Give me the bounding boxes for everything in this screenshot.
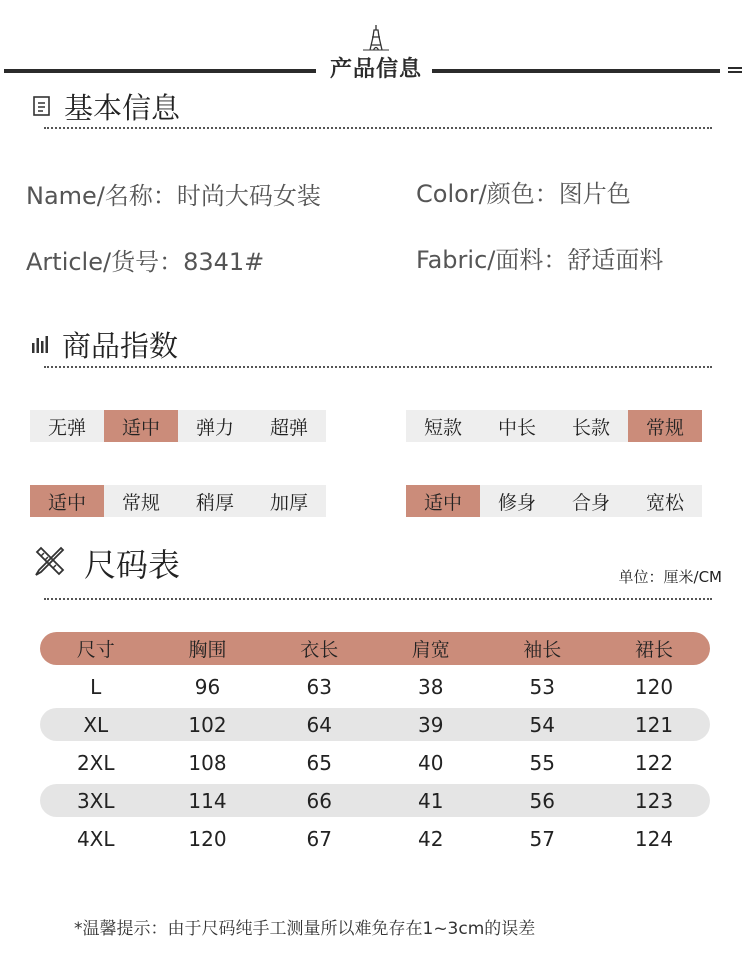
index-option-selected: 适中	[30, 485, 104, 517]
table-cell: 57	[529, 826, 555, 851]
table-cell: 121	[598, 708, 710, 741]
table-cell: 65	[306, 750, 332, 775]
table-cell: 39	[375, 708, 486, 741]
section-title-index: 商品指数	[62, 329, 179, 363]
index-option-selected: 适中	[104, 410, 178, 442]
header-cell: 尺寸	[40, 632, 151, 665]
index-option: 中长	[497, 416, 536, 439]
index-option: 短款	[423, 416, 462, 439]
size-table	[40, 632, 710, 860]
table-cell: 56	[486, 784, 597, 817]
index-option: 稍厚	[195, 491, 234, 514]
document-icon	[32, 95, 52, 117]
divider	[44, 366, 712, 368]
divider	[44, 598, 712, 600]
table-cell: 67	[306, 826, 332, 851]
bar-chart-icon	[31, 334, 51, 354]
header-cell: 胸围	[151, 632, 263, 665]
header-cell: 衣长	[263, 632, 374, 665]
table-cell: 42	[417, 826, 444, 851]
index-option: 长款	[571, 416, 610, 439]
table-cell: XL	[40, 708, 151, 741]
measurement-note: *温馨提示：由于尺码纯手工测量所以难免存在1~3cm的误差	[74, 919, 536, 939]
divider	[44, 127, 712, 129]
header-cell: 袖长	[486, 632, 597, 665]
table-cell: 96	[194, 674, 221, 699]
header-rule-right	[432, 69, 720, 73]
section-title-basic: 基本信息	[64, 91, 181, 125]
header-rule-left	[4, 69, 316, 73]
index-option: 合身	[571, 491, 610, 514]
table-cell: 4XL	[76, 826, 115, 851]
table-cell: 124	[634, 826, 674, 851]
index-option: 常规	[121, 491, 160, 514]
table-cell: 54	[486, 708, 597, 741]
header-rule-tail	[728, 67, 742, 75]
section-title-size: 尺码表	[84, 546, 181, 584]
table-cell: 40	[417, 750, 444, 775]
index-option: 超弹	[269, 416, 308, 439]
product-article: Article/货号：8341#	[26, 248, 265, 276]
table-cell: 108	[188, 750, 227, 775]
table-cell: 64	[263, 708, 374, 741]
table-row	[40, 817, 710, 860]
index-group-fit	[406, 485, 702, 517]
product-color: Color/颜色：图片色	[416, 180, 631, 208]
table-row	[40, 708, 710, 741]
eiffel-tower-icon	[361, 24, 391, 52]
size-table-header	[40, 632, 710, 665]
index-group-elasticity	[30, 410, 326, 442]
index-option: 宽松	[645, 491, 684, 514]
index-option: 加厚	[269, 491, 308, 514]
table-cell: 102	[151, 708, 263, 741]
header-cell: 裙长	[598, 632, 710, 665]
table-row	[40, 665, 710, 708]
index-group-length	[406, 410, 702, 442]
index-option: 弹力	[195, 416, 234, 439]
table-cell: 53	[529, 674, 555, 699]
index-option-selected: 常规	[628, 410, 702, 442]
index-option: 无弹	[47, 416, 86, 439]
table-cell: 123	[598, 784, 710, 817]
table-cell: 114	[151, 784, 263, 817]
table-cell: 66	[263, 784, 374, 817]
index-option-selected: 适中	[406, 485, 480, 517]
index-group-thickness	[30, 485, 326, 517]
table-cell: 38	[417, 674, 444, 699]
header-cell: 肩宽	[375, 632, 486, 665]
table-cell: 120	[188, 826, 227, 851]
table-cell: 55	[529, 750, 555, 775]
table-row	[40, 784, 710, 817]
table-cell: 63	[306, 674, 332, 699]
table-cell: 2XL	[76, 750, 115, 775]
table-row	[40, 741, 710, 784]
product-name: Name/名称：时尚大码女装	[26, 182, 321, 210]
unit-label: 单位：厘米/CM	[618, 568, 722, 586]
table-cell: 122	[634, 750, 674, 775]
index-option: 修身	[497, 491, 536, 514]
product-fabric: Fabric/面料：舒适面料	[416, 246, 664, 274]
table-cell: 120	[634, 674, 674, 699]
table-cell: L	[90, 674, 102, 699]
page-title: 产品信息	[329, 57, 422, 82]
table-cell: 3XL	[40, 784, 151, 817]
ruler-pencil-icon	[33, 544, 67, 578]
table-cell: 41	[375, 784, 486, 817]
